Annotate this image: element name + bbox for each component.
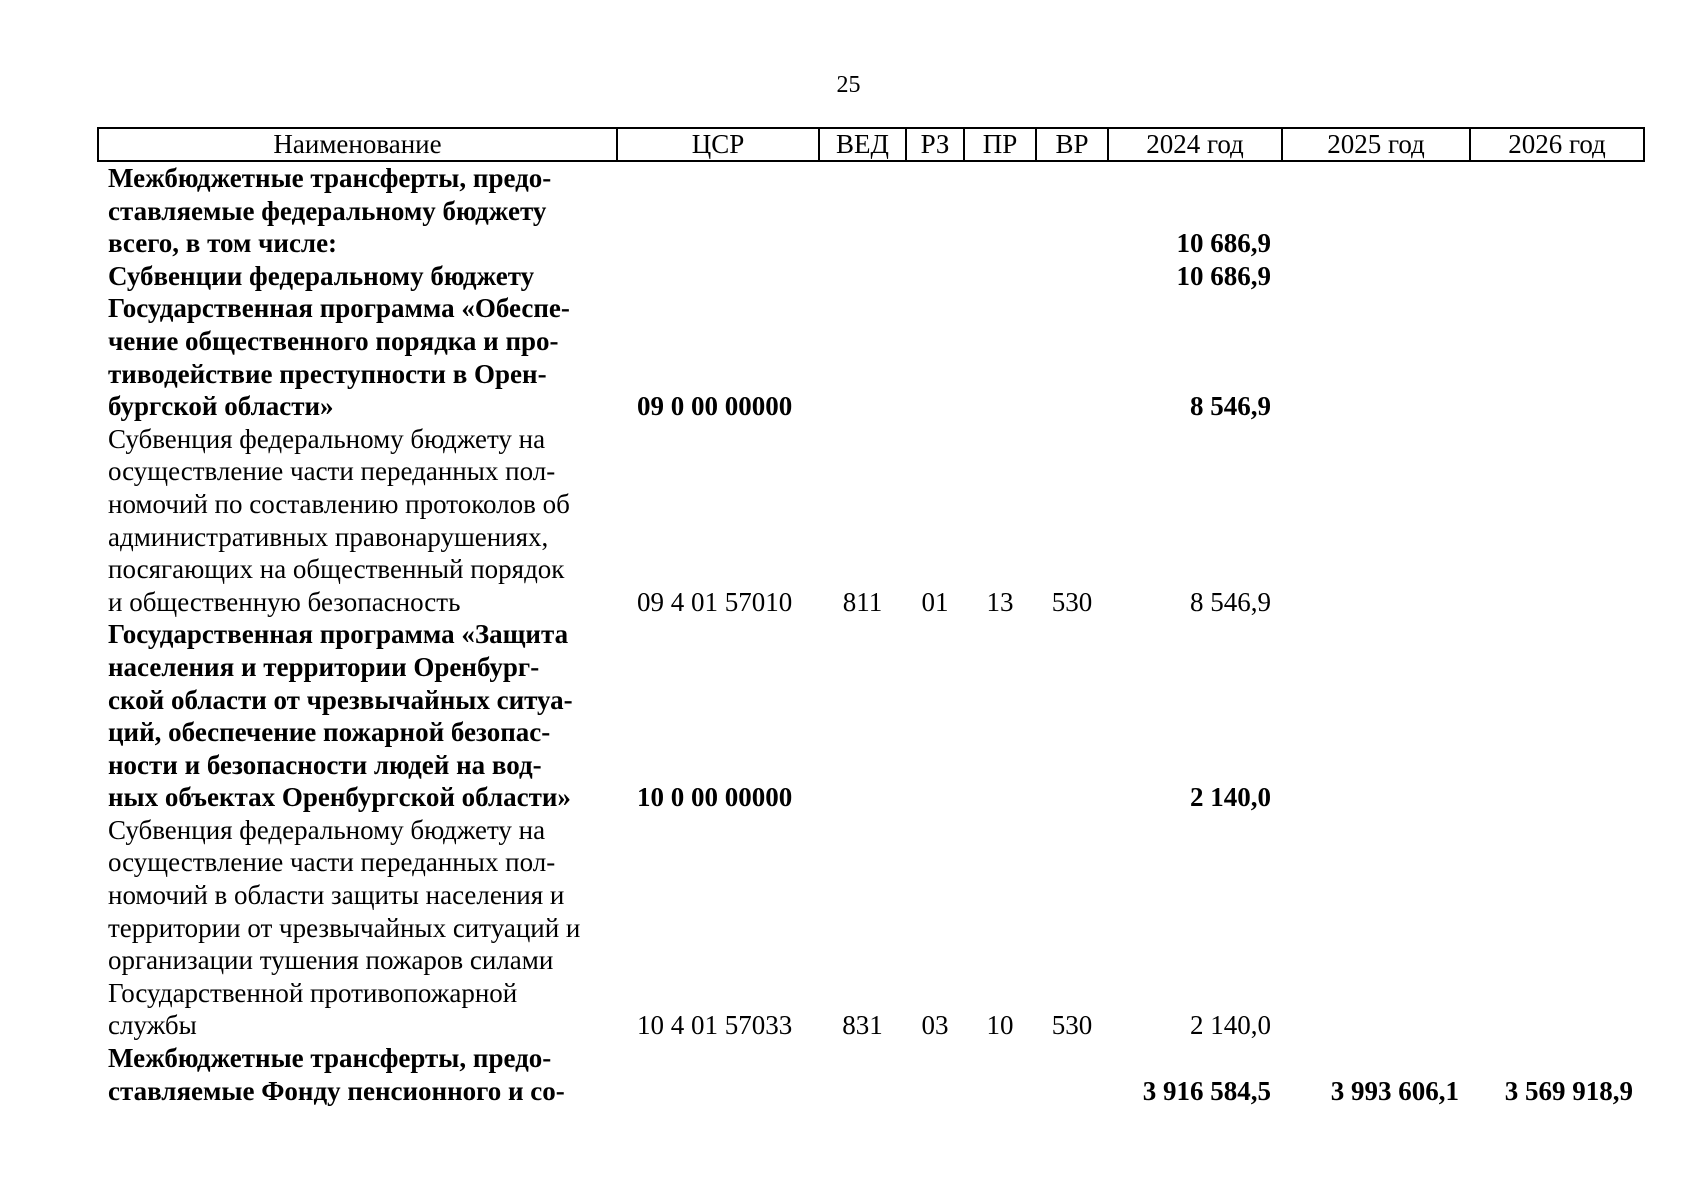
ved-cell <box>819 292 906 422</box>
row-name-line: административных правонарушениях, <box>108 521 549 552</box>
row-name-line: ставляемые Фонду пенсионного и со- <box>108 1075 565 1106</box>
amount-2024-cell: 2 140,0 <box>1190 1010 1271 1041</box>
row-name-line: ставляемые федеральному бюджету <box>108 195 547 226</box>
header-2024: 2024 год <box>1108 128 1282 161</box>
header-pr: ПР <box>964 128 1036 161</box>
amount-2026-cell <box>1470 423 1644 619</box>
row-name-line: бургской области» <box>108 391 334 422</box>
row-name-cell <box>98 1042 617 1107</box>
table-row <box>98 260 1644 293</box>
amount-2025-cell <box>1282 423 1470 619</box>
csr-cell: 10 0 00 00000 <box>637 782 793 813</box>
header-vr: ВР <box>1036 128 1108 161</box>
amount-2025-cell <box>1282 814 1470 1042</box>
amount-2024-cell: 8 546,9 <box>1190 586 1271 617</box>
rz-cell: 03 <box>921 1010 949 1041</box>
rz-cell <box>906 292 964 422</box>
row-name-line: номочий в области защиты населения и <box>108 880 565 911</box>
row-name-line: службы <box>108 1010 197 1041</box>
ved-cell <box>819 161 906 260</box>
vr-cell: 530 <box>1051 1010 1093 1041</box>
header-ved: ВЕД <box>819 128 906 161</box>
rz-cell <box>906 260 964 293</box>
row-name-line: всего, в том числе: <box>108 228 338 259</box>
row-name-line: Государственная программа «Защита <box>108 619 569 650</box>
ved-cell: 831 <box>842 1010 883 1041</box>
row-name-line: ности и безопасности людей на вод- <box>108 749 542 780</box>
row-name-cell <box>98 814 617 1042</box>
amount-2026-cell <box>1470 292 1644 422</box>
header-rz: РЗ <box>906 128 964 161</box>
csr-cell: 10 4 01 57033 <box>637 1010 793 1041</box>
row-name-line: населения и территории Оренбург- <box>108 651 540 682</box>
amount-2025-cell <box>1282 618 1470 814</box>
vr-cell <box>1036 1042 1108 1107</box>
amount-2024-cell: 2 140,0 <box>1190 782 1271 813</box>
header-csr: ЦСР <box>617 128 819 161</box>
budget-table <box>97 127 1645 1107</box>
row-name-line: ций, обеспечение пожарной безопас- <box>108 717 551 748</box>
table-row <box>98 1042 1644 1107</box>
vr-cell <box>1036 260 1108 293</box>
row-name-line: Субвенция федеральному бюджету на <box>108 423 546 454</box>
row-name-line: Государственной противопожарной <box>108 977 518 1008</box>
row-name-cell <box>98 161 617 260</box>
ved-cell <box>819 1042 906 1107</box>
csr-cell: 09 4 01 57010 <box>637 586 793 617</box>
amount-2025-cell <box>1282 161 1470 260</box>
amount-2026-cell <box>1470 618 1644 814</box>
pr-cell <box>964 1042 1036 1107</box>
row-name-line: тиводействие преступности в Орен- <box>108 358 547 389</box>
pr-cell <box>964 618 1036 814</box>
vr-cell <box>1036 618 1108 814</box>
pr-cell: 13 <box>986 586 1014 617</box>
ved-cell <box>819 618 906 814</box>
vr-cell <box>1036 292 1108 422</box>
table-row <box>98 814 1644 1042</box>
row-name-cell <box>98 292 617 422</box>
amount-2026-cell: 3 569 918,9 <box>1504 1075 1633 1106</box>
table-row <box>98 618 1644 814</box>
csr-cell: 09 0 00 00000 <box>637 391 793 422</box>
rz-cell <box>906 1042 964 1107</box>
vr-cell <box>1036 161 1108 260</box>
rz-cell <box>906 161 964 260</box>
amount-2025-cell <box>1282 292 1470 422</box>
amount-2026-cell <box>1470 260 1644 293</box>
row-name-line: ской области от чрезвычайных ситуа- <box>108 684 573 715</box>
row-name-cell <box>98 423 617 619</box>
amount-2024-cell: 10 686,9 <box>1176 260 1271 291</box>
table-row <box>98 292 1644 422</box>
header-2026: 2026 год <box>1470 128 1644 161</box>
amount-2026-cell <box>1470 814 1644 1042</box>
row-name-line: посягающих на общественный порядок <box>108 554 565 585</box>
row-name-line: номочий по составлению протоколов об <box>108 488 570 519</box>
table-row <box>98 423 1644 619</box>
csr-cell <box>617 1042 819 1107</box>
table-header-row <box>98 128 1644 161</box>
row-name-line: Межбюджетные трансферты, предо- <box>108 1043 552 1074</box>
pr-cell <box>964 292 1036 422</box>
amount-2025-cell <box>1282 260 1470 293</box>
row-name-line: осуществление части переданных пол- <box>108 847 556 878</box>
row-name-line: Государственная программа «Обеспе- <box>108 293 570 324</box>
row-name-line: осуществление части переданных пол- <box>108 456 556 487</box>
header-name: Наименование <box>98 128 617 161</box>
ved-cell: 811 <box>842 586 883 617</box>
row-name-line: территории от чрезвычайных ситуаций и <box>108 912 581 943</box>
row-name-line: Межбюджетные трансферты, предо- <box>108 163 552 193</box>
amount-2024-cell: 3 916 584,5 <box>1142 1075 1271 1106</box>
csr-cell <box>617 260 819 293</box>
pr-cell <box>964 161 1036 260</box>
row-name-line: организации тушения пожаров силами <box>108 945 554 976</box>
vr-cell: 530 <box>1051 586 1093 617</box>
table-body <box>98 161 1644 1107</box>
row-name-cell <box>98 618 617 814</box>
page-number: 25 <box>836 72 861 98</box>
rz-cell: 01 <box>921 586 949 617</box>
table-row <box>98 161 1644 260</box>
amount-2026-cell <box>1470 161 1644 260</box>
ved-cell <box>819 260 906 293</box>
row-name-line: Субвенция федеральному бюджету на <box>108 814 546 845</box>
row-name-cell <box>98 260 617 293</box>
amount-2024-cell: 10 686,9 <box>1176 228 1271 259</box>
rz-cell <box>906 618 964 814</box>
pr-cell <box>964 260 1036 293</box>
amount-2024-cell: 8 546,9 <box>1190 391 1271 422</box>
row-name-line: чение общественного порядка и про- <box>108 325 559 356</box>
row-name-line: и общественную безопасность <box>108 586 461 617</box>
pr-cell: 10 <box>986 1010 1014 1041</box>
row-name-line: Субвенции федеральному бюджету <box>108 260 535 291</box>
row-name-line: ных объектах Оренбургской области» <box>108 782 571 813</box>
amount-2025-cell: 3 993 606,1 <box>1330 1075 1459 1106</box>
header-2025: 2025 год <box>1282 128 1470 161</box>
csr-cell <box>617 161 819 260</box>
